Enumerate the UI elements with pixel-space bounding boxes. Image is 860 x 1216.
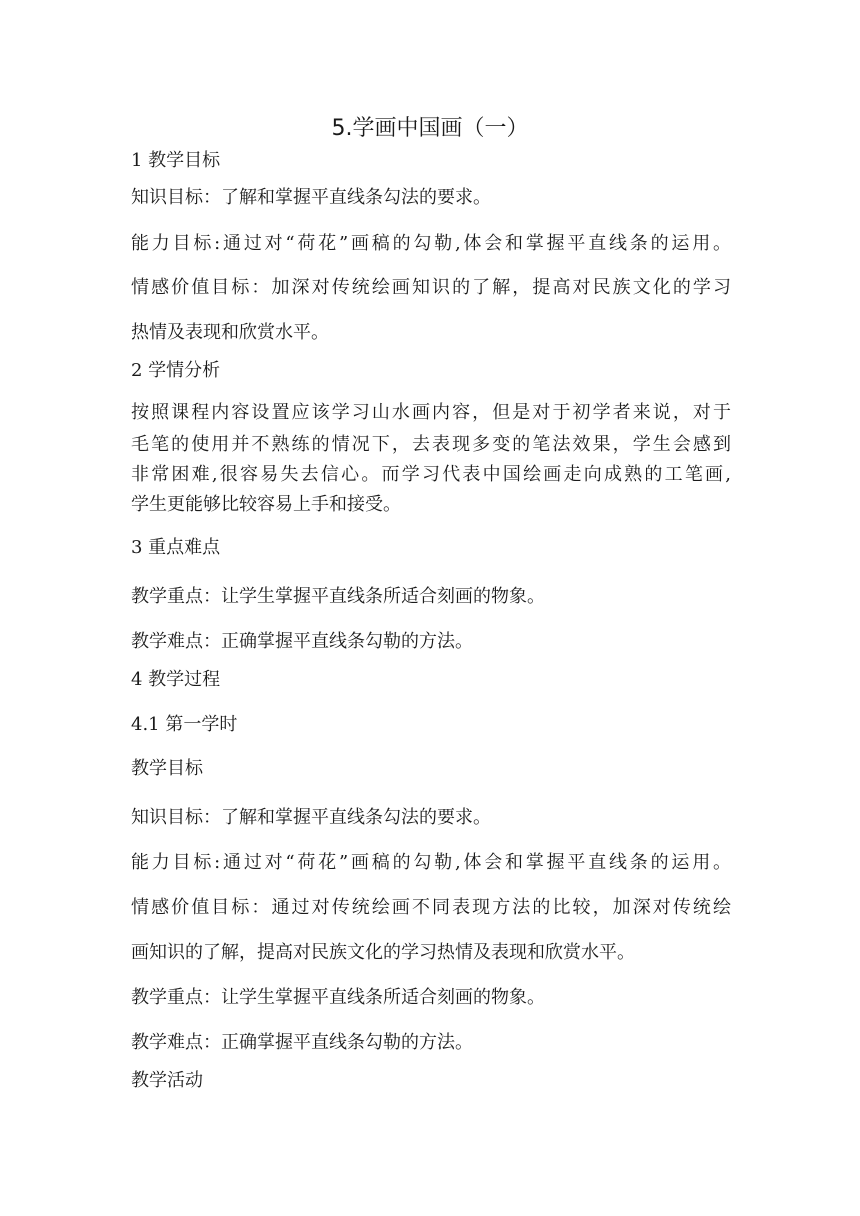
period-goals-heading: 教学目标: [131, 758, 203, 779]
period-emotion-goal-line1: 情感价值目标：通过对传统绘画不同表现方法的比较，加深对传统绘: [131, 897, 731, 918]
period-knowledge-goal-text: 知识目标：了解和掌握平直线条勾法的要求。: [131, 807, 491, 828]
section-heading-key-points: 3 重点难点: [131, 537, 221, 558]
ability-goal-text: 能力目标:通过对“荷花”画稿的勾勒,体会和掌握平直线条的运用。: [131, 233, 731, 254]
student-analysis-line4: 学生更能够比较容易上手和接受。: [131, 494, 401, 515]
document-title: 5.学画中国画（一）: [331, 116, 529, 141]
section-heading-teaching-process: 4 教学过程: [131, 669, 221, 690]
period-emotion-goal-line2: 画知识的了解，提高对民族文化的学习热情及表现和欣赏水平。: [131, 942, 635, 963]
subsection-heading-first-period: 4.1 第一学时: [131, 714, 238, 735]
emotion-goal-text-line2: 热情及表现和欣赏水平。: [131, 322, 329, 343]
section-heading-teaching-goals: 1 教学目标: [131, 150, 221, 171]
period-ability-goal-text: 能力目标:通过对“荷花”画稿的勾勒,体会和掌握平直线条的运用。: [131, 852, 731, 873]
difficult-point-text: 教学难点：正确掌握平直线条勾勒的方法。: [131, 631, 473, 652]
knowledge-goal-text: 知识目标：了解和掌握平直线条勾法的要求。: [131, 187, 491, 208]
student-analysis-line1: 按照课程内容设置应该学习山水画内容，但是对于初学者来说，对于: [131, 402, 731, 423]
period-key-point-text: 教学重点：让学生掌握平直线条所适合刻画的物象。: [131, 987, 545, 1008]
section-heading-student-analysis: 2 学情分析: [131, 360, 221, 381]
emotion-goal-text-line1: 情感价值目标：加深对传统绘画知识的了解，提高对民族文化的学习: [131, 277, 731, 298]
student-analysis-line2: 毛笔的使用并不熟练的情况下，去表现多变的笔法效果，学生会感到: [131, 434, 731, 455]
student-analysis-line3: 非常困难,很容易失去信心。而学习代表中国绘画走向成熟的工笔画,: [131, 464, 731, 485]
key-point-text: 教学重点：让学生掌握平直线条所适合刻画的物象。: [131, 586, 545, 607]
teaching-activity-heading: 教学活动: [131, 1070, 203, 1091]
period-difficult-point-text: 教学难点：正确掌握平直线条勾勒的方法。: [131, 1032, 473, 1053]
